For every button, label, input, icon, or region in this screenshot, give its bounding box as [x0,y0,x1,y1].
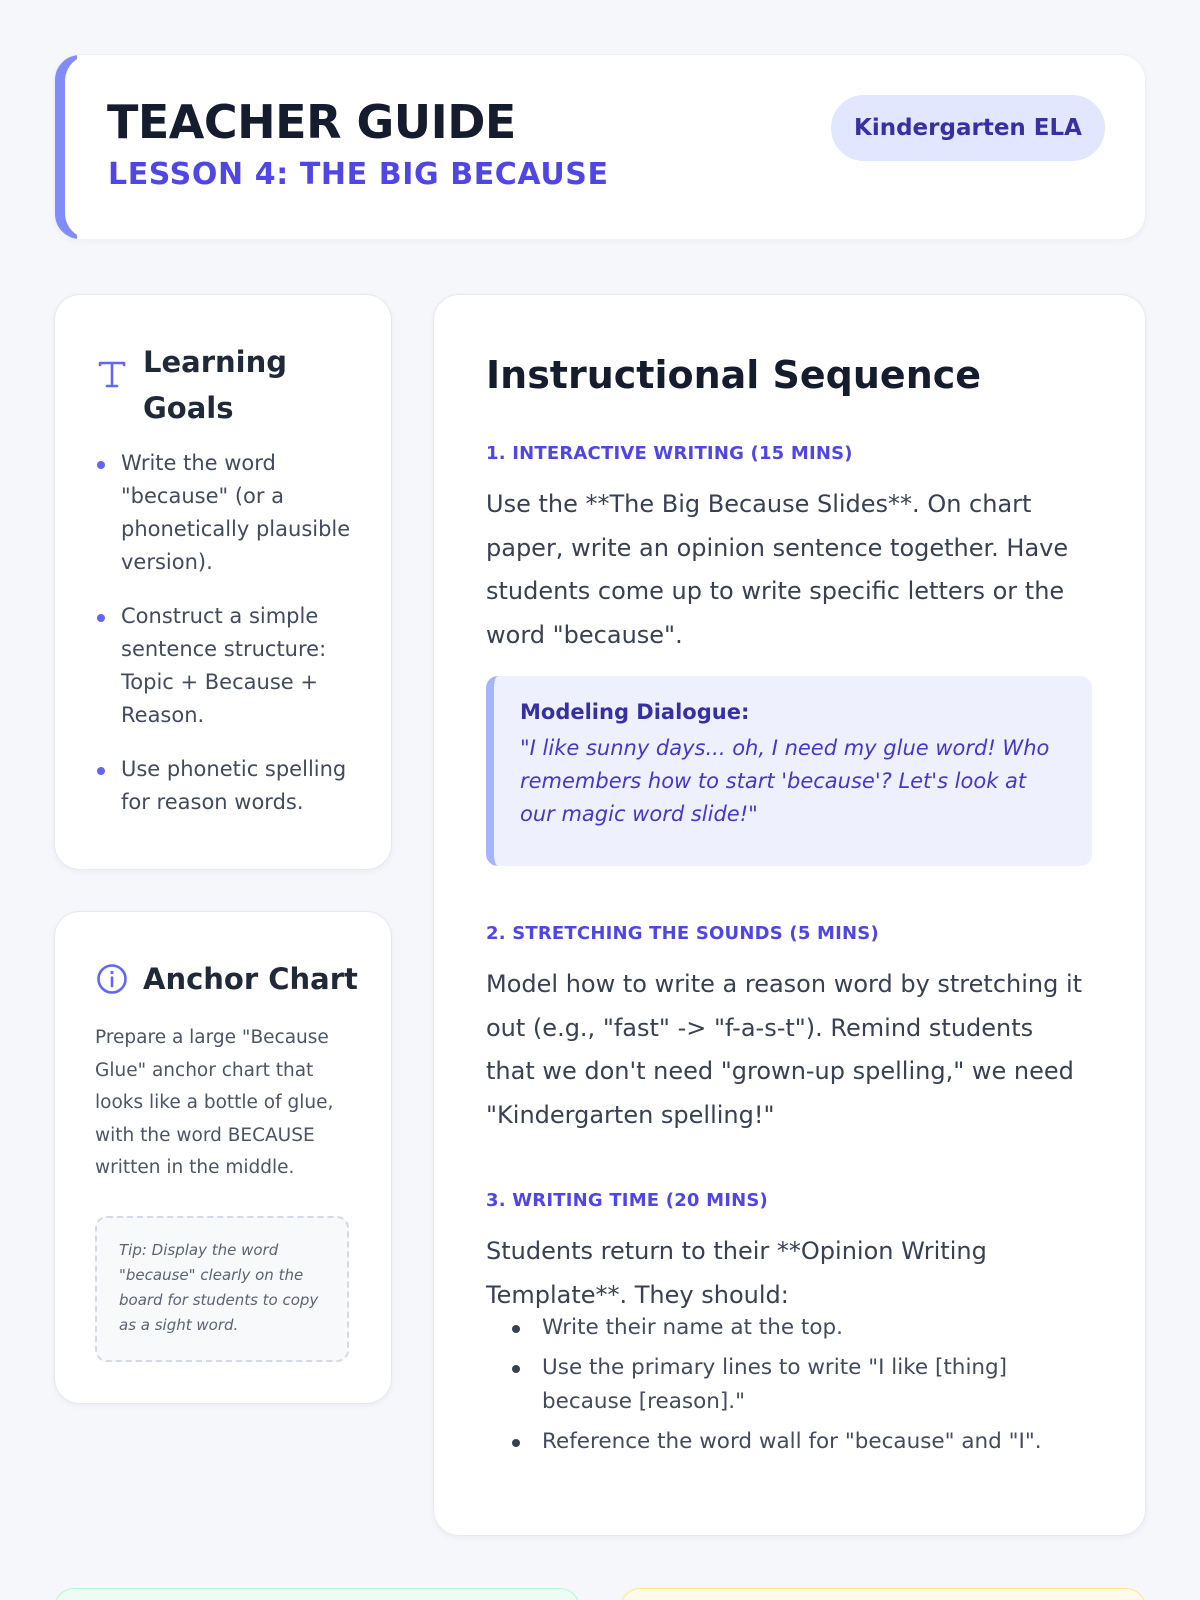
anchor-chart-header [95,960,358,998]
list-item: Reference the word wall for "because" and "I". [510,1425,1090,1459]
bottom-card-yellow [620,1588,1146,1600]
grade-badge: Kindergarten ELA [831,95,1105,161]
bottom-card-green [54,1588,580,1600]
step-1-label: 1. INTERACTIVE WRITING (15 MINS) [486,443,853,464]
dialogue-quote: "I like sunny days... oh, I need my glue word! Who remembers how to start 'because'? Let's look at our magic word slide!" [520,736,1050,826]
anchor-chart-description: Prepare a large "Because Glue" anchor chart that looks like a bottle of glue, with the word BECAUSE written in the middle. [95,1027,334,1178]
writing-task-list [510,1311,1090,1465]
modeling-dialogue-box [486,676,1092,866]
instructional-sequence-card [433,294,1146,1536]
list-item: Write their name at the top. [510,1311,1090,1345]
anchor-chart-card [54,911,392,1404]
learning-goals-header [95,339,287,431]
learning-goals-title: Learning Goals [143,345,288,425]
dialogue-label: Modeling Dialogue: [520,700,750,724]
anchor-chart-title: Anchor Chart [143,962,358,996]
sequence-title: Instructional Sequence [486,353,982,397]
info-icon [95,962,129,996]
page-title: TEACHER GUIDE [107,95,516,149]
step-2-text: Model how to write a reason word by stretching it out (e.g., "fast" -> "f-a-s-t"). Remind students that we don't need "grown-up spelling," we need "Kindergarten spelling!" [486,970,1083,1129]
list-item: Construct a simple sentence structure: Topic + Because + Reason. [95,600,357,732]
tip-box: Tip: Display the word "because" clearly on the board for students to copy as a sight word. [95,1216,349,1362]
step-3-text: Students return to their **Opinion Writing Template**. They should: [486,1237,987,1309]
lesson-header [54,54,1146,240]
step-3-label: 3. WRITING TIME (20 MINS) [486,1190,768,1211]
lesson-subtitle: LESSON 4: THE BIG BECAUSE [108,157,609,192]
list-item: Write the word "because" (or a phonetically plausible version). [95,447,357,579]
step-1-text: Use the **The Big Because Slides**. On chart paper, write an opinion sentence together. Have students come up to write specific letters or the word "because". [486,490,1069,649]
learning-goals-list [95,447,357,840]
learning-goals-card [54,294,392,870]
list-item: Use the primary lines to write "I like [thing] because [reason]." [510,1351,1090,1419]
text-icon [95,357,129,391]
list-item: Use phonetic spelling for reason words. [95,753,357,819]
step-2-label: 2. STRETCHING THE SOUNDS (5 MINS) [486,923,879,944]
